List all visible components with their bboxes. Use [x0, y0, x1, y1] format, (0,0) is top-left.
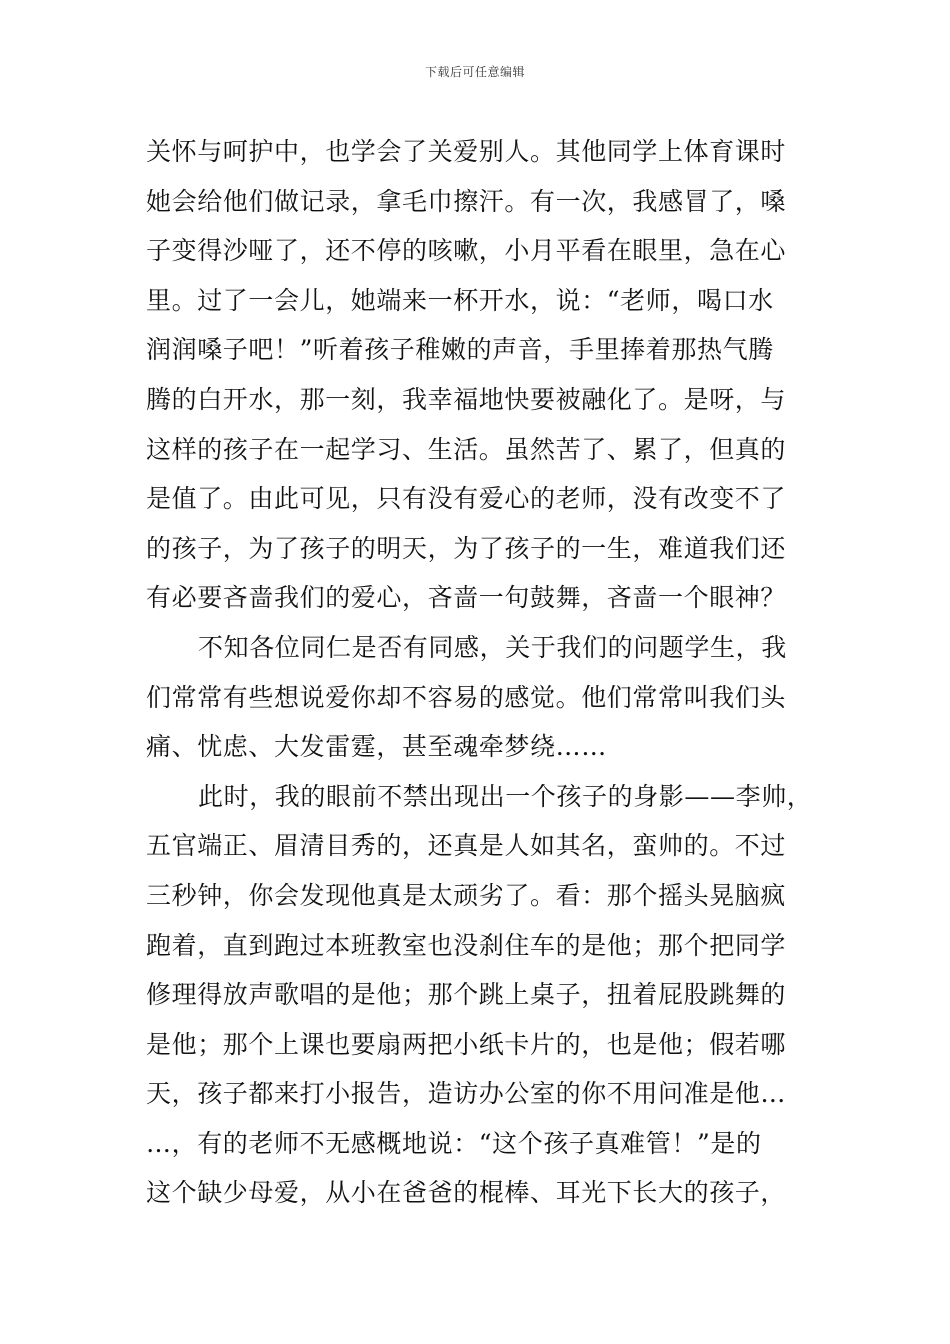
text-line: 这个缺少母爱，从小在爸爸的棍棒、耳光下长大的孩子，	[146, 1178, 787, 1208]
text-line: 这样的孩子在一起学习、生活。虽然苦了、累了，但真的	[146, 434, 787, 464]
text-line: 五官端正、眉清目秀的，还真是人如其名，蛮帅的。不过	[146, 831, 787, 861]
text-line: 的孩子，为了孩子的明天，为了孩子的一生，难道我们还	[146, 533, 787, 563]
text-line: 天，孩子都来打小报告，造访办公室的你不用问准是他…	[146, 1079, 787, 1109]
text-line: 是值了。由此可见，只有没有爱心的老师，没有改变不了	[146, 484, 787, 514]
text-line: 关怀与呵护中，也学会了关爱别人。其他同学上体育课时	[146, 137, 787, 166]
text-line: 有必要吝啬我们的爱心，吝啬一句鼓舞，吝啬一个眼神？	[146, 583, 787, 613]
text-line: 们常常有些想说爱你却不容易的感觉。他们常常叫我们头	[146, 682, 787, 712]
document-body	[146, 127, 813, 1218]
text-line: 子变得沙哑了，还不停的咳嗽，小月平看在眼里，急在心	[146, 236, 787, 266]
text-line: 润润嗓子吧！”听着孩子稚嫩的声音，手里捧着那热气腾	[146, 335, 774, 365]
paragraph-start-line: 不知各位同仁是否有同感，关于我们的问题学生，我	[198, 632, 787, 662]
text-line: 是他；那个上课也要扇两把小纸卡片的，也是他；假若哪	[146, 1029, 787, 1059]
paragraph-start-line: 此时，我的眼前不禁出现出一个孩子的身影——李帅，	[198, 781, 813, 811]
text-line: 修理得放声歌唱的是他；那个跳上桌子，扭着屁股跳舞的	[146, 980, 787, 1010]
text-line: 她会给他们做记录，拿毛巾擦汗。有一次，我感冒了，嗓	[146, 186, 787, 216]
text-line: …，有的老师不无感概地说：“这个孩子真难管！”是的	[146, 1128, 762, 1158]
page-header: 下载后可任意编辑	[424, 65, 525, 79]
text-line: 跑着，直到跑过本班教室也没刹住车的是他；那个把同学	[146, 930, 787, 960]
text-line: 腾的白开水，那一刻，我幸福地快要被融化了。是呀，与	[146, 384, 787, 414]
text-line: 痛、忧虑、大发雷霆，甚至魂牵梦绕……	[146, 732, 607, 762]
text-line: 三秒钟，你会发现他真是太顽劣了。看：那个摇头晃脑疯	[146, 880, 787, 910]
text-line: 里。过了一会儿，她端来一杯开水，说：“老师，喝口水	[146, 285, 774, 315]
